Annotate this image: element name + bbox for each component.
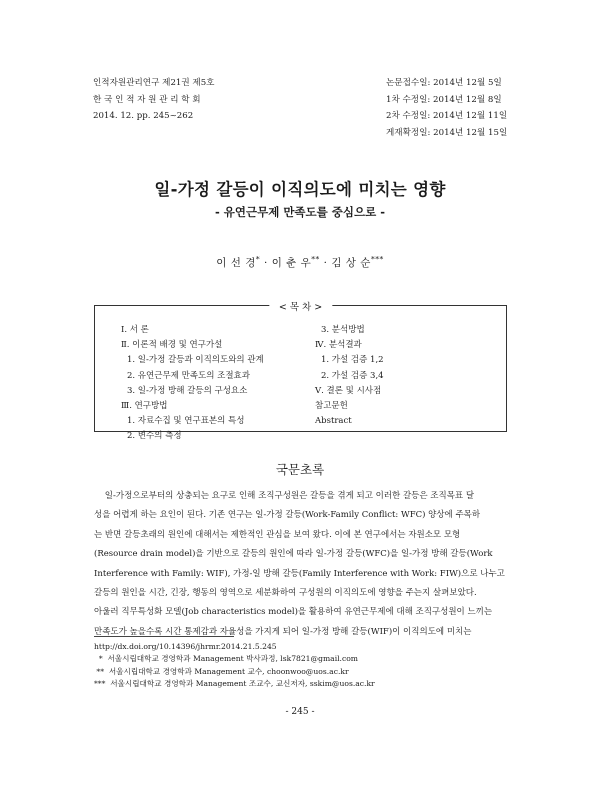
abstract-line: 갈등의 원인을 시간, 긴장, 행동의 영역으로 세분화하여 구성원의 이직의도에 영향을 주는지 살펴보았다. — [94, 588, 477, 599]
footnotes — [94, 641, 375, 691]
footnote-rule — [94, 636, 234, 637]
table-of-contents — [94, 302, 507, 442]
toc-item: 1. 자료수집 및 연구표본의 특성 — [127, 416, 245, 427]
journal-info-line: 2014. 12. pp. 245~262 — [93, 111, 194, 121]
abstract-line: 는 반면 갈등초래의 원인에 대해서는 제한적인 관심을 보여 왔다. 이에 본 연구에서는 자원소모 모형 — [94, 529, 461, 540]
author-line — [0, 255, 600, 270]
toc-item: 2. 변수의 측정 — [127, 431, 182, 442]
toc-item: 2. 유연근무제 만족도의 조절효과 — [127, 370, 250, 381]
page-number: - 245 - — [285, 707, 315, 717]
doi-link[interactable]: http://dx.doi.org/10.14396/jhrmr.2014.21.5.245 — [94, 642, 277, 651]
toc-title: < 목 차 > — [269, 299, 332, 313]
footnote: ** 서울시립대학교 경영학과 Management 교수, choonwoo@uos.ac.kr — [94, 666, 349, 676]
footnote: * 서울시립대학교 경영학과 Management 박사과정, lsk7821@gmail.com — [94, 654, 358, 664]
abstract-body — [94, 487, 508, 642]
toc-right-column — [315, 323, 384, 429]
abstract-line: 성을 어렵게 하는 요인이 된다. 기존 연구는 일-가정 갈등(Work-Family Conflict: WFC) 양상에 주목하 — [94, 510, 481, 521]
author-name: 이 춘 우 — [271, 257, 312, 269]
submission-date-line: 게재확정일: 2014년 12월 15일 — [386, 127, 508, 138]
author-name: 이 선 경 — [216, 257, 256, 269]
author-separator: · — [323, 257, 328, 269]
toc-left-column — [121, 323, 264, 445]
toc-item: Ⅱ. 이론적 배경 및 연구가설 — [121, 340, 223, 351]
submission-dates — [386, 75, 507, 141]
journal-info — [93, 75, 215, 125]
abstract-heading: 국문초록 — [275, 462, 325, 477]
toc-item: Ⅲ. 연구방법 — [121, 401, 168, 412]
toc-item: 참고문헌 — [315, 401, 348, 412]
toc-item: Ⅴ. 결론 및 시사점 — [315, 385, 382, 396]
toc-item: 1. 가설 검증 1,2 — [321, 355, 384, 366]
abstract-line: Interference with Family: WIF), 가정-일 방해 갈등(Family Interference with Work: FIW)으로 나누고 — [94, 568, 505, 579]
toc-item: 3. 분석방법 — [321, 325, 365, 335]
submission-date-line: 1차 수정일: 2014년 12월 8일 — [386, 94, 502, 105]
toc-item: Abstract — [315, 416, 352, 427]
submission-date-line: 2차 수정일: 2014년 12월 11일 — [386, 111, 508, 121]
submission-date-line: 논문접수일: 2014년 12월 5일 — [386, 78, 502, 88]
toc-item: 1. 일-가정 갈등과 이직의도와의 관계 — [127, 355, 264, 366]
author-mark: ** — [311, 254, 320, 264]
paper-title: 일-가정 갈등이 이직의도에 미치는 영향 — [154, 180, 446, 199]
toc-item: 2. 가설 검증 3,4 — [321, 370, 384, 381]
abstract-line: (Resource drain model)을 기반으로 갈등의 원인에 따라 일-가정 갈등(WFC)을 일-가정 방해 갈등(Work — [94, 549, 493, 560]
author-mark: * — [255, 254, 261, 264]
journal-info-line: 한 국 인 적 자 원 관 리 학 회 — [93, 94, 201, 105]
author-separator: · — [264, 257, 268, 269]
abstract-line: 아울러 직무특성화 모델(Job characteristics model)을 활용하여 유연근무제에 대해 조직구성원이 느끼는 — [94, 607, 493, 618]
toc-item: 3. 일-가정 방해 갈등의 구성요소 — [127, 385, 248, 396]
abstract-line: 만족도가 높을수록 시간 통제감과 자율성을 가지게 되어 일-가정 방해 갈등(WIF)이 이직의도에 미치는 — [94, 626, 472, 637]
author-mark: *** — [370, 254, 384, 264]
paper-subtitle: - 유연근무제 만족도를 중심으로 - — [215, 205, 385, 219]
footnote: *** 서울시립대학교 경영학과 Management 조교수, 교신저자, sskim@uos.ac.kr — [94, 679, 375, 689]
toc-item: Ⅳ. 분석결과 — [315, 340, 362, 351]
author-name: 김 상 순 — [331, 257, 371, 269]
toc-item: Ⅰ. 서 론 — [121, 325, 149, 335]
journal-info-line: 인적자원관리연구 제21권 제5호 — [93, 78, 215, 88]
abstract-line: 일-가정으로부터의 상충되는 요구로 인해 조직구성원은 갈등을 겪게 되고 이러한 갈등은 조직목표 달 — [94, 491, 475, 501]
